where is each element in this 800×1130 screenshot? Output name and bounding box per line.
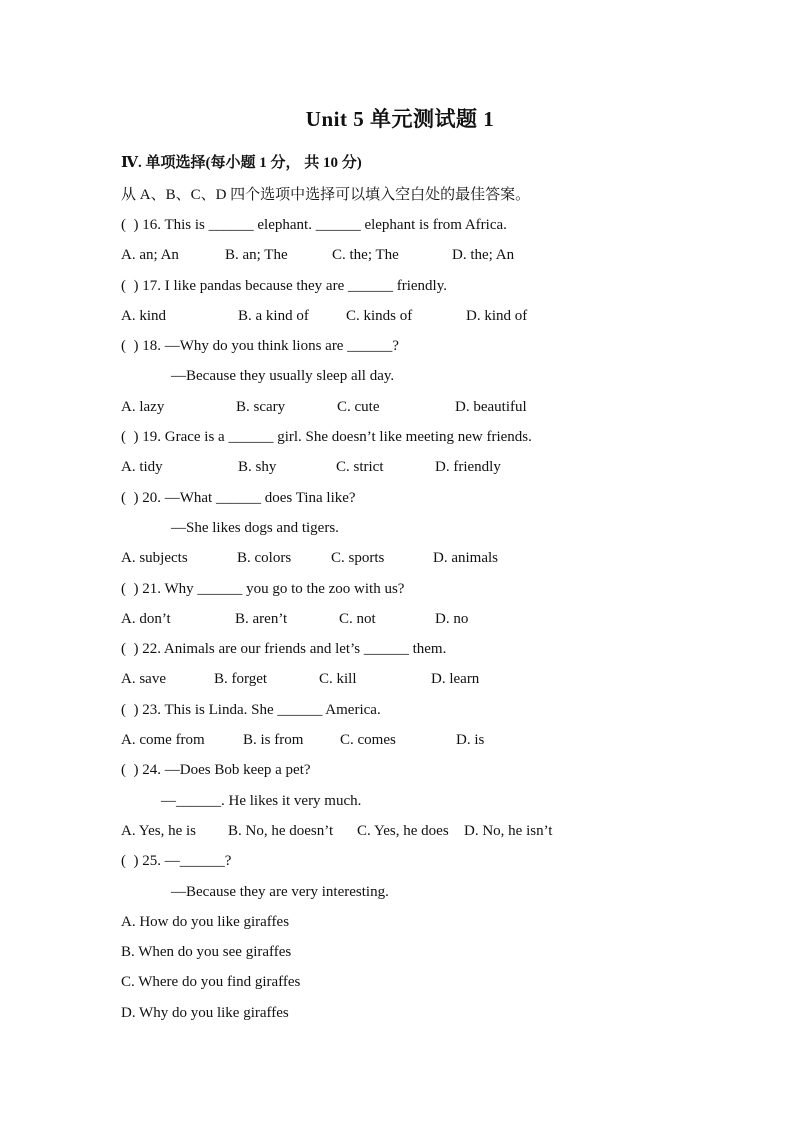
option-c: C. cute (337, 398, 380, 415)
option-a: A. an; An (121, 247, 179, 264)
question-17-stem: ( ) 17. I like pandas because they are ______ friendly. (121, 277, 447, 294)
question-25-stem: ( ) 25. —______? (121, 853, 232, 870)
question-16-options (121, 243, 781, 273)
option-b: B. colors (237, 550, 292, 567)
option-a: A. come from (121, 732, 205, 749)
option-d: D. animals (433, 550, 498, 567)
option-d: D. Why do you like giraffes (121, 1004, 289, 1021)
option-b: B. aren’t (235, 610, 288, 627)
question-21-stem: ( ) 21. Why ______ you go to the zoo with us? (121, 580, 405, 597)
option-c: C. kill (319, 671, 357, 688)
option-a: A. save (121, 671, 166, 688)
option-c: C. the; The (332, 247, 399, 264)
option-a: A. kind (121, 307, 166, 324)
option-b: B. an; The (225, 247, 288, 264)
question-25-reply: —Because they are very interesting. (171, 883, 389, 900)
option-c: C. Yes, he does (357, 822, 449, 839)
option-d: D. learn (431, 671, 480, 688)
option-b: B. a kind of (238, 307, 309, 324)
option-a: A. lazy (121, 398, 165, 415)
option-b: B. scary (236, 398, 286, 415)
option-b: B. forget (214, 671, 268, 688)
option-d: D. the; An (452, 247, 515, 264)
question-22-stem: ( ) 22. Animals are our friends and let’s ______ them. (121, 641, 447, 658)
option-d: D. friendly (435, 459, 501, 476)
question-list (121, 213, 781, 1031)
question-24-reply: —______. He likes it very much. (161, 792, 362, 809)
section-heading: Ⅳ. 单项选择(每小题 1 分， 共 10 分) (121, 155, 362, 171)
option-d: D. No, he isn’t (464, 822, 553, 839)
option-d: D. beautiful (455, 398, 527, 415)
option-b: B. When do you see giraffes (121, 944, 292, 961)
instruction-text: 从 A、B、C、D 四个选项中选择可以填入空白处的最佳答案。 (121, 187, 531, 203)
option-c: C. strict (336, 459, 384, 476)
option-c: C. Where do you find giraffes (121, 974, 301, 991)
page-title: Unit 5 单元测试题 1 (305, 107, 495, 131)
question-16-stem: ( ) 16. This is ______ elephant. ______ elephant is from Africa. (121, 217, 507, 233)
question-18-stem: ( ) 18. —Why do you think lions are ______? (121, 338, 399, 355)
option-c: C. not (339, 610, 376, 627)
question-23-options (121, 728, 781, 758)
option-c: C. sports (331, 550, 385, 567)
question-19-stem: ( ) 19. Grace is a ______ girl. She doesn’t like meeting new friends. (121, 429, 532, 446)
question-20-stem: ( ) 20. —What ______ does Tina like? (121, 489, 356, 506)
question-24-stem: ( ) 24. —Does Bob keep a pet? (121, 762, 311, 779)
option-b: B. is from (243, 732, 304, 749)
question-23-stem: ( ) 23. This is Linda. She ______ America. (121, 701, 381, 718)
question-17-options (121, 304, 781, 334)
option-a: A. Yes, he is (121, 822, 197, 839)
option-b: B. shy (238, 459, 277, 476)
question-18-options (121, 395, 781, 425)
option-a: A. don’t (121, 610, 171, 627)
question-20-reply: —She likes dogs and tigers. (171, 519, 339, 536)
question-22-options (121, 667, 781, 697)
option-a: A. How do you like giraffes (121, 913, 290, 930)
question-21-options (121, 607, 781, 637)
option-a: A. tidy (121, 459, 163, 476)
option-d: D. no (435, 610, 469, 627)
option-d: D. kind of (466, 307, 528, 324)
question-19-options (121, 455, 781, 485)
question-24-options (121, 819, 781, 849)
option-b: B. No, he doesn’t (228, 822, 334, 839)
option-a: A. subjects (121, 550, 188, 567)
option-c: C. kinds of (346, 307, 413, 324)
option-d: D. is (456, 732, 485, 749)
question-18-reply: —Because they usually sleep all day. (171, 368, 395, 385)
option-c: C. comes (340, 732, 396, 749)
question-20-options (121, 546, 781, 576)
